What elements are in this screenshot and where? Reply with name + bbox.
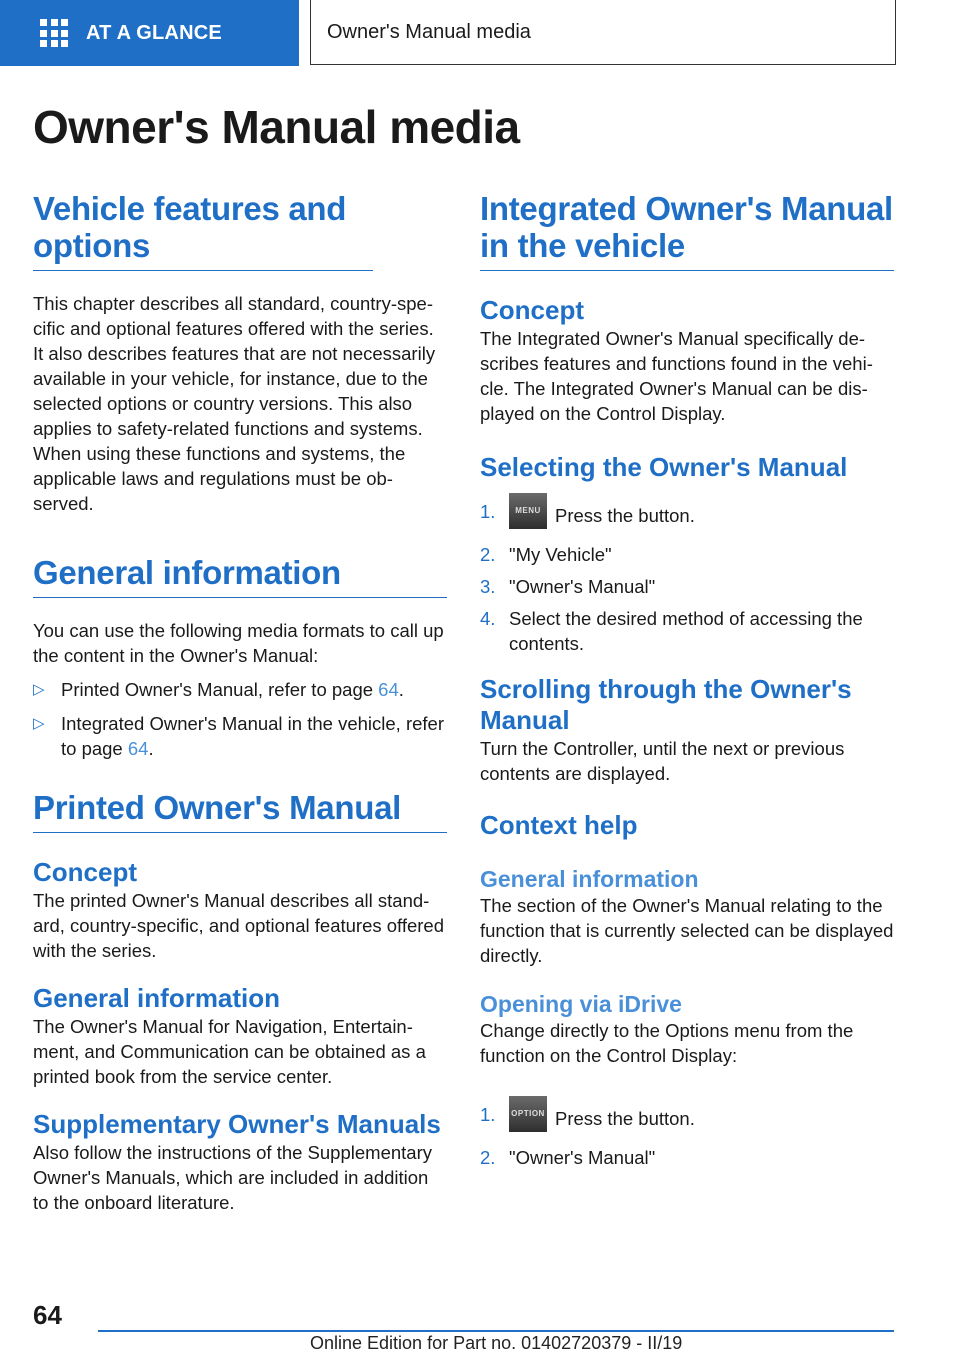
list-item: ▷ Integrated Owner's Manual in the vehicle, refer to page 64. [33, 713, 444, 759]
list-item: 4. Select the desired method of accessing the contents. [480, 608, 863, 654]
triangle-bullet-icon: ▷ [33, 715, 45, 732]
heading-scrolling: Scrolling through the Owner's Manual [480, 674, 852, 735]
page-number: 64 [33, 1300, 62, 1330]
page-link[interactable]: 64 [127, 738, 149, 759]
chapter-tab-label: Owner's Manual media [327, 20, 531, 43]
list-item: 3. "Owner's Manual" [480, 576, 656, 597]
triangle-bullet-icon: ▷ [33, 681, 45, 698]
general-information-text: You can use the following media formats to call up the content in the Owner's Manual: [33, 620, 444, 666]
heading-integrated-manual: Integrated Owner's Manual in the vehicle [480, 190, 894, 271]
heading-general-information-sub: General information [33, 983, 281, 1013]
chapter-tab[interactable] [310, 0, 896, 65]
heading-supplementary: Supplementary Owner's Manuals [33, 1109, 441, 1139]
context-general-text: The section of the Owner's Manual relating to the function that is currently selected can be displayed directly. [480, 895, 894, 966]
heading-general-information: General information [33, 554, 447, 598]
opening-idrive-text: Change directly to the Options menu from the function on the Control Display: [480, 1020, 854, 1066]
page-link[interactable]: 64 [378, 679, 399, 700]
page-header [0, 0, 960, 66]
page-title: Owner's Manual media [33, 101, 520, 153]
option-button-icon: OPTION [509, 1096, 547, 1132]
heading-context-help: Context help [480, 810, 638, 840]
list-item: ▷ Printed Owner's Manual, refer to page 64. [33, 679, 404, 700]
grid-icon [40, 19, 68, 47]
concept-right-text: The Integrated Owner's Manual specifically describes features and functions found in the vehicle. The Integrated Owner's Manual can be displayed on the Control Display. [480, 328, 873, 424]
concept-text: The printed Owner's Manual describes all standard, country-specific, and optional features offered with the series. [33, 890, 445, 961]
edition-text: Online Edition for Part no. 01402720379 - II/19 [310, 1333, 683, 1353]
section-tab[interactable] [0, 0, 299, 66]
vehicle-features-text: This chapter describes all standard, country-specific and optional features offered with the series. It also describes features that are not necessarily available in your vehicle, for instance, due to the selected options or country versions. This also applies to safety-related functions and systems. When using these functions and systems, the applicable laws and regulations must be observed. [33, 293, 436, 514]
heading-selecting-manual: Selecting the Owner's Manual [480, 452, 848, 482]
select-steps-list [480, 499, 894, 656]
list-item: 1. OPTION Press the button. [480, 1102, 894, 1138]
right-column [480, 190, 894, 1177]
menu-button-icon: MENU [509, 493, 547, 529]
general-information-sub-text: The Owner's Manual for Navigation, Entertainment, and Communication can be obtained as a printed book from the service center. [33, 1016, 426, 1087]
idrive-steps-list [480, 1102, 894, 1170]
left-column [33, 190, 447, 1215]
supplementary-text: Also follow the instructions of the Supplementary Owner's Manuals, which are included in addition to the onboard literature. [33, 1142, 432, 1213]
heading-opening-idrive: Opening via iDrive [480, 991, 682, 1017]
section-tab-label: AT A GLANCE [86, 21, 222, 44]
heading-concept-right: Concept [480, 295, 584, 325]
list-item: 2. "Owner's Manual" [480, 1147, 656, 1168]
heading-concept: Concept [33, 857, 137, 887]
footer-divider [98, 1330, 894, 1332]
heading-context-general: General information [480, 866, 699, 892]
list-item: 2. "My Vehicle" [480, 544, 612, 565]
heading-vehicle-features: Vehicle features and options [33, 190, 373, 271]
list-item: 1. MENU Press the button. [480, 499, 894, 535]
heading-printed-manual: Printed Owner's Manual [33, 789, 447, 833]
scrolling-text: Turn the Controller, until the next or previous contents are displayed. [480, 738, 845, 784]
media-formats-list [33, 677, 447, 761]
